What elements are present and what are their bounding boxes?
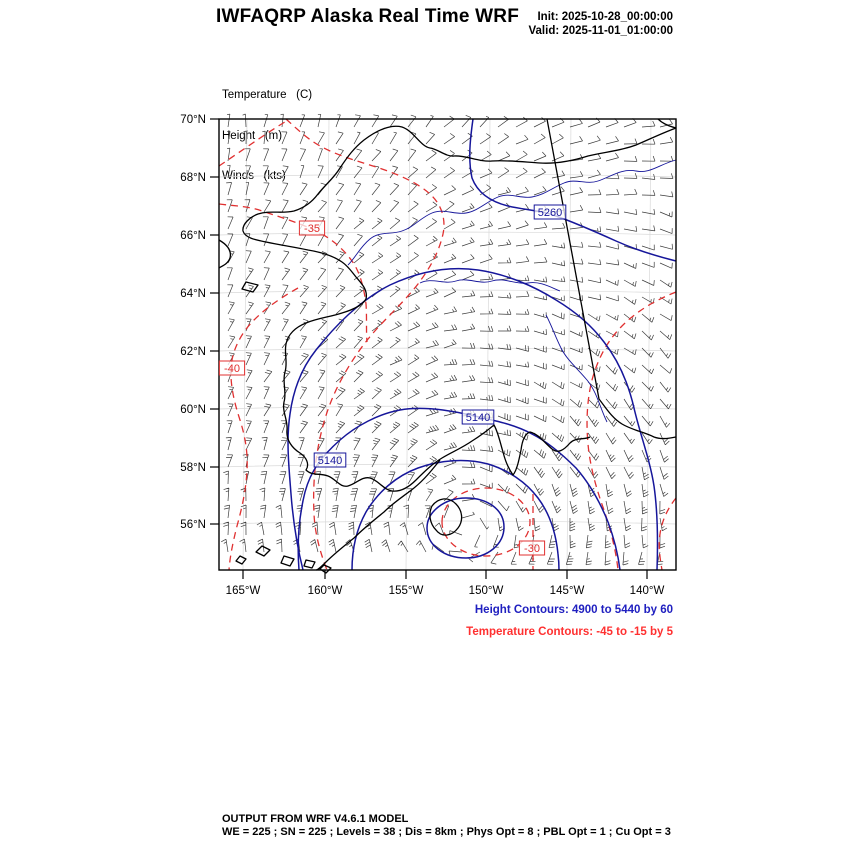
plot-title: IWFAQRP Alaska Real Time WRF [216, 6, 519, 27]
lat-tick-label: 68°N [180, 172, 206, 184]
contour-label-5140 [314, 453, 346, 467]
lon-tick-label: 155°W [388, 585, 424, 597]
lat-tick-label: 66°N [180, 230, 206, 242]
lat-tick-label: 62°N [180, 346, 206, 358]
wind-barbs [221, 114, 673, 565]
lat-tick-label: 64°N [180, 288, 206, 300]
lon-tick-label: 150°W [468, 585, 504, 597]
footer-model: OUTPUT FROM WRF V4.6.1 MODEL [222, 813, 409, 825]
svg-text:5140: 5140 [465, 412, 491, 424]
contour-label--35 [299, 221, 324, 235]
svg-text:5260: 5260 [537, 207, 563, 219]
valid-time: Valid: 2025-11-01_01:00:00 [528, 25, 673, 37]
height-contour-caption: Height Contours: 4900 to 5440 by 60 [474, 604, 673, 616]
lon-tick-label: 165°W [225, 585, 261, 597]
lon-tick-label: 145°W [549, 585, 585, 597]
legend-winds: Winds (kts) [222, 170, 286, 182]
contour-label-5140 [462, 410, 494, 424]
model-footer [222, 813, 671, 839]
svg-text:-30: -30 [524, 543, 540, 555]
init-time: Init: 2025-10-28_00:00:00 [537, 11, 673, 23]
lon-tick-label: 140°W [629, 585, 665, 597]
contour-label--30 [519, 541, 544, 555]
temperature-contour-caption: Temperature Contours: -45 to -15 by 5 [466, 626, 673, 638]
lat-tick-label: 58°N [180, 462, 206, 474]
svg-text:5140: 5140 [317, 455, 343, 467]
contour-label--40 [219, 361, 244, 375]
lat-tick-label: 56°N [180, 519, 206, 531]
temperature-contours [219, 119, 676, 570]
lon-tick-label: 160°W [307, 585, 343, 597]
lat-tick-label: 70°N [180, 114, 206, 126]
legend-height: Height (m) [222, 129, 283, 142]
footer-config: WE = 225 ; SN = 225 ; Levels = 38 ; Dis = 8km ; Phys Opt = 8 ; PBL Opt = 1 ; Cu Opt = 3 [222, 826, 671, 838]
lat-tick-label: 60°N [180, 404, 206, 416]
contour-label-5260 [534, 205, 566, 219]
svg-text:-40: -40 [224, 363, 240, 375]
legend-temperature: Temperature (C) [222, 89, 313, 101]
svg-text:-35: -35 [304, 223, 320, 235]
